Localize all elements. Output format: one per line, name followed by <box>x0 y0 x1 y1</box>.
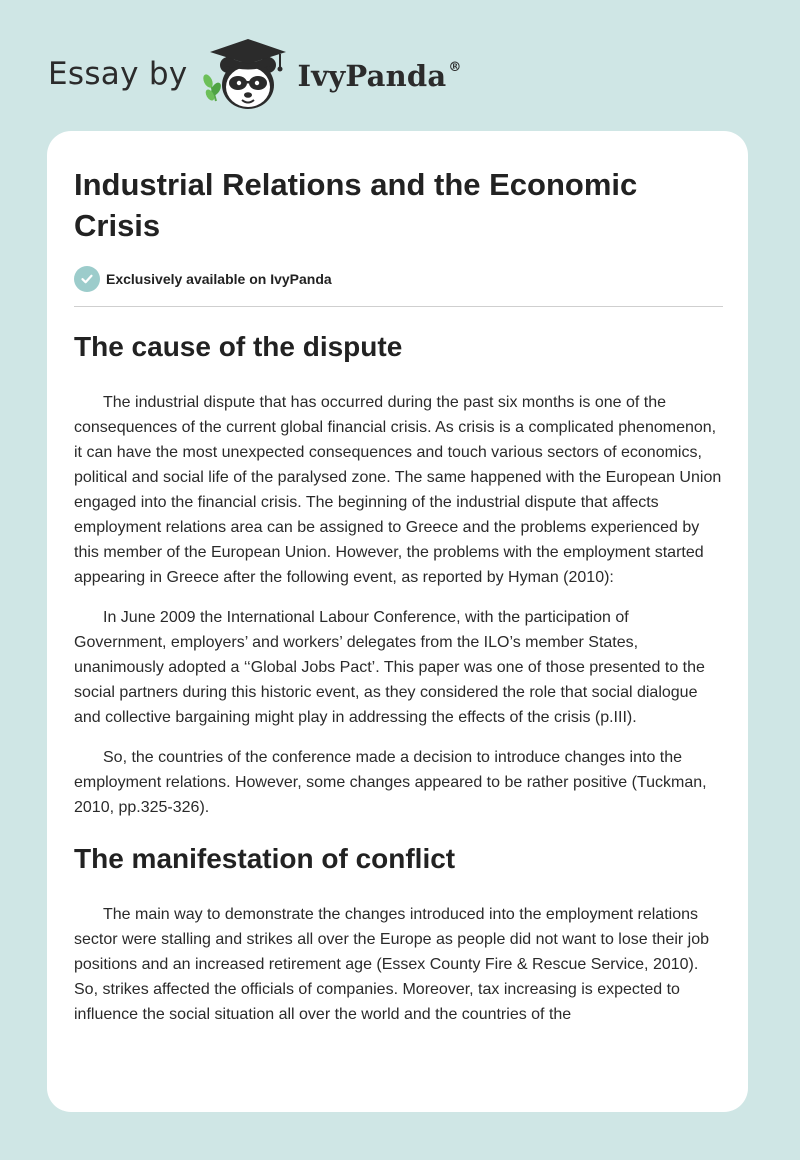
article-card <box>47 131 748 1112</box>
registered-mark: ® <box>448 60 462 76</box>
panda-graduate-logo-icon[interactable] <box>202 35 294 113</box>
paragraph: The industrial dispute that has occurred during the past six months is one of the consequences of the current global financial crisis. As crisis is a complicated phenomenon, it can have the most unexpected consequences and touch various sectors of economics, political and social life of the paralysed zone. The same happened with the European Union engaged into the financial crisis. The beginning of the industrial dispute that affects employment relations area can be assigned to Greece and the problems experienced by this member of the European Union. However, the problems with the employment started appearing in Greece after the following event, as reported by Hyman (2010): <box>74 394 722 586</box>
section-heading: The manifestation of conflict <box>74 843 456 874</box>
article-title: Industrial Relations and the Economic Crisis <box>74 167 638 243</box>
section-heading: The cause of the dispute <box>74 331 403 362</box>
exclusive-label: Exclusively available on IvyPanda <box>106 271 332 287</box>
exclusive-badge <box>74 266 723 292</box>
paragraph: So, the countries of the conference made a decision to introduce changes into the employment relations. However, some changes appeared to be rather positive (Tuckman, 2010, pp.325-326). <box>74 749 707 816</box>
check-circle-icon <box>74 266 100 292</box>
quote-paragraph: In June 2009 the International Labour Conference, with the participation of Government, employers’ and workers’ delegates from the ILO’s member States, unanimously adopted a ‘‘Global Jobs Pact’. This paper was one of those presented to the social partners during this historic event, as they considered the role that social dialogue and collective bargaining might play in addressing the effects of the crisis (p.III). <box>74 609 705 726</box>
site-header <box>48 34 462 114</box>
brand-name[interactable] <box>298 59 462 93</box>
brand-text: IvyPanda <box>297 59 447 93</box>
article-content <box>74 164 723 1027</box>
title-divider <box>74 306 723 307</box>
paragraph: The main way to demonstrate the changes introduced into the employment relations sector were stalling and strikes all over the Europe as people did not want to lose their job positions and an increased retirement age (Essex County Fire & Rescue Service, 2010). So, strikes affected the officials of companies. Moreover, tax increasing is expected to influence the social situation all over the world and the countries of the <box>74 906 710 1023</box>
essay-by-label: Essay by <box>48 56 188 92</box>
